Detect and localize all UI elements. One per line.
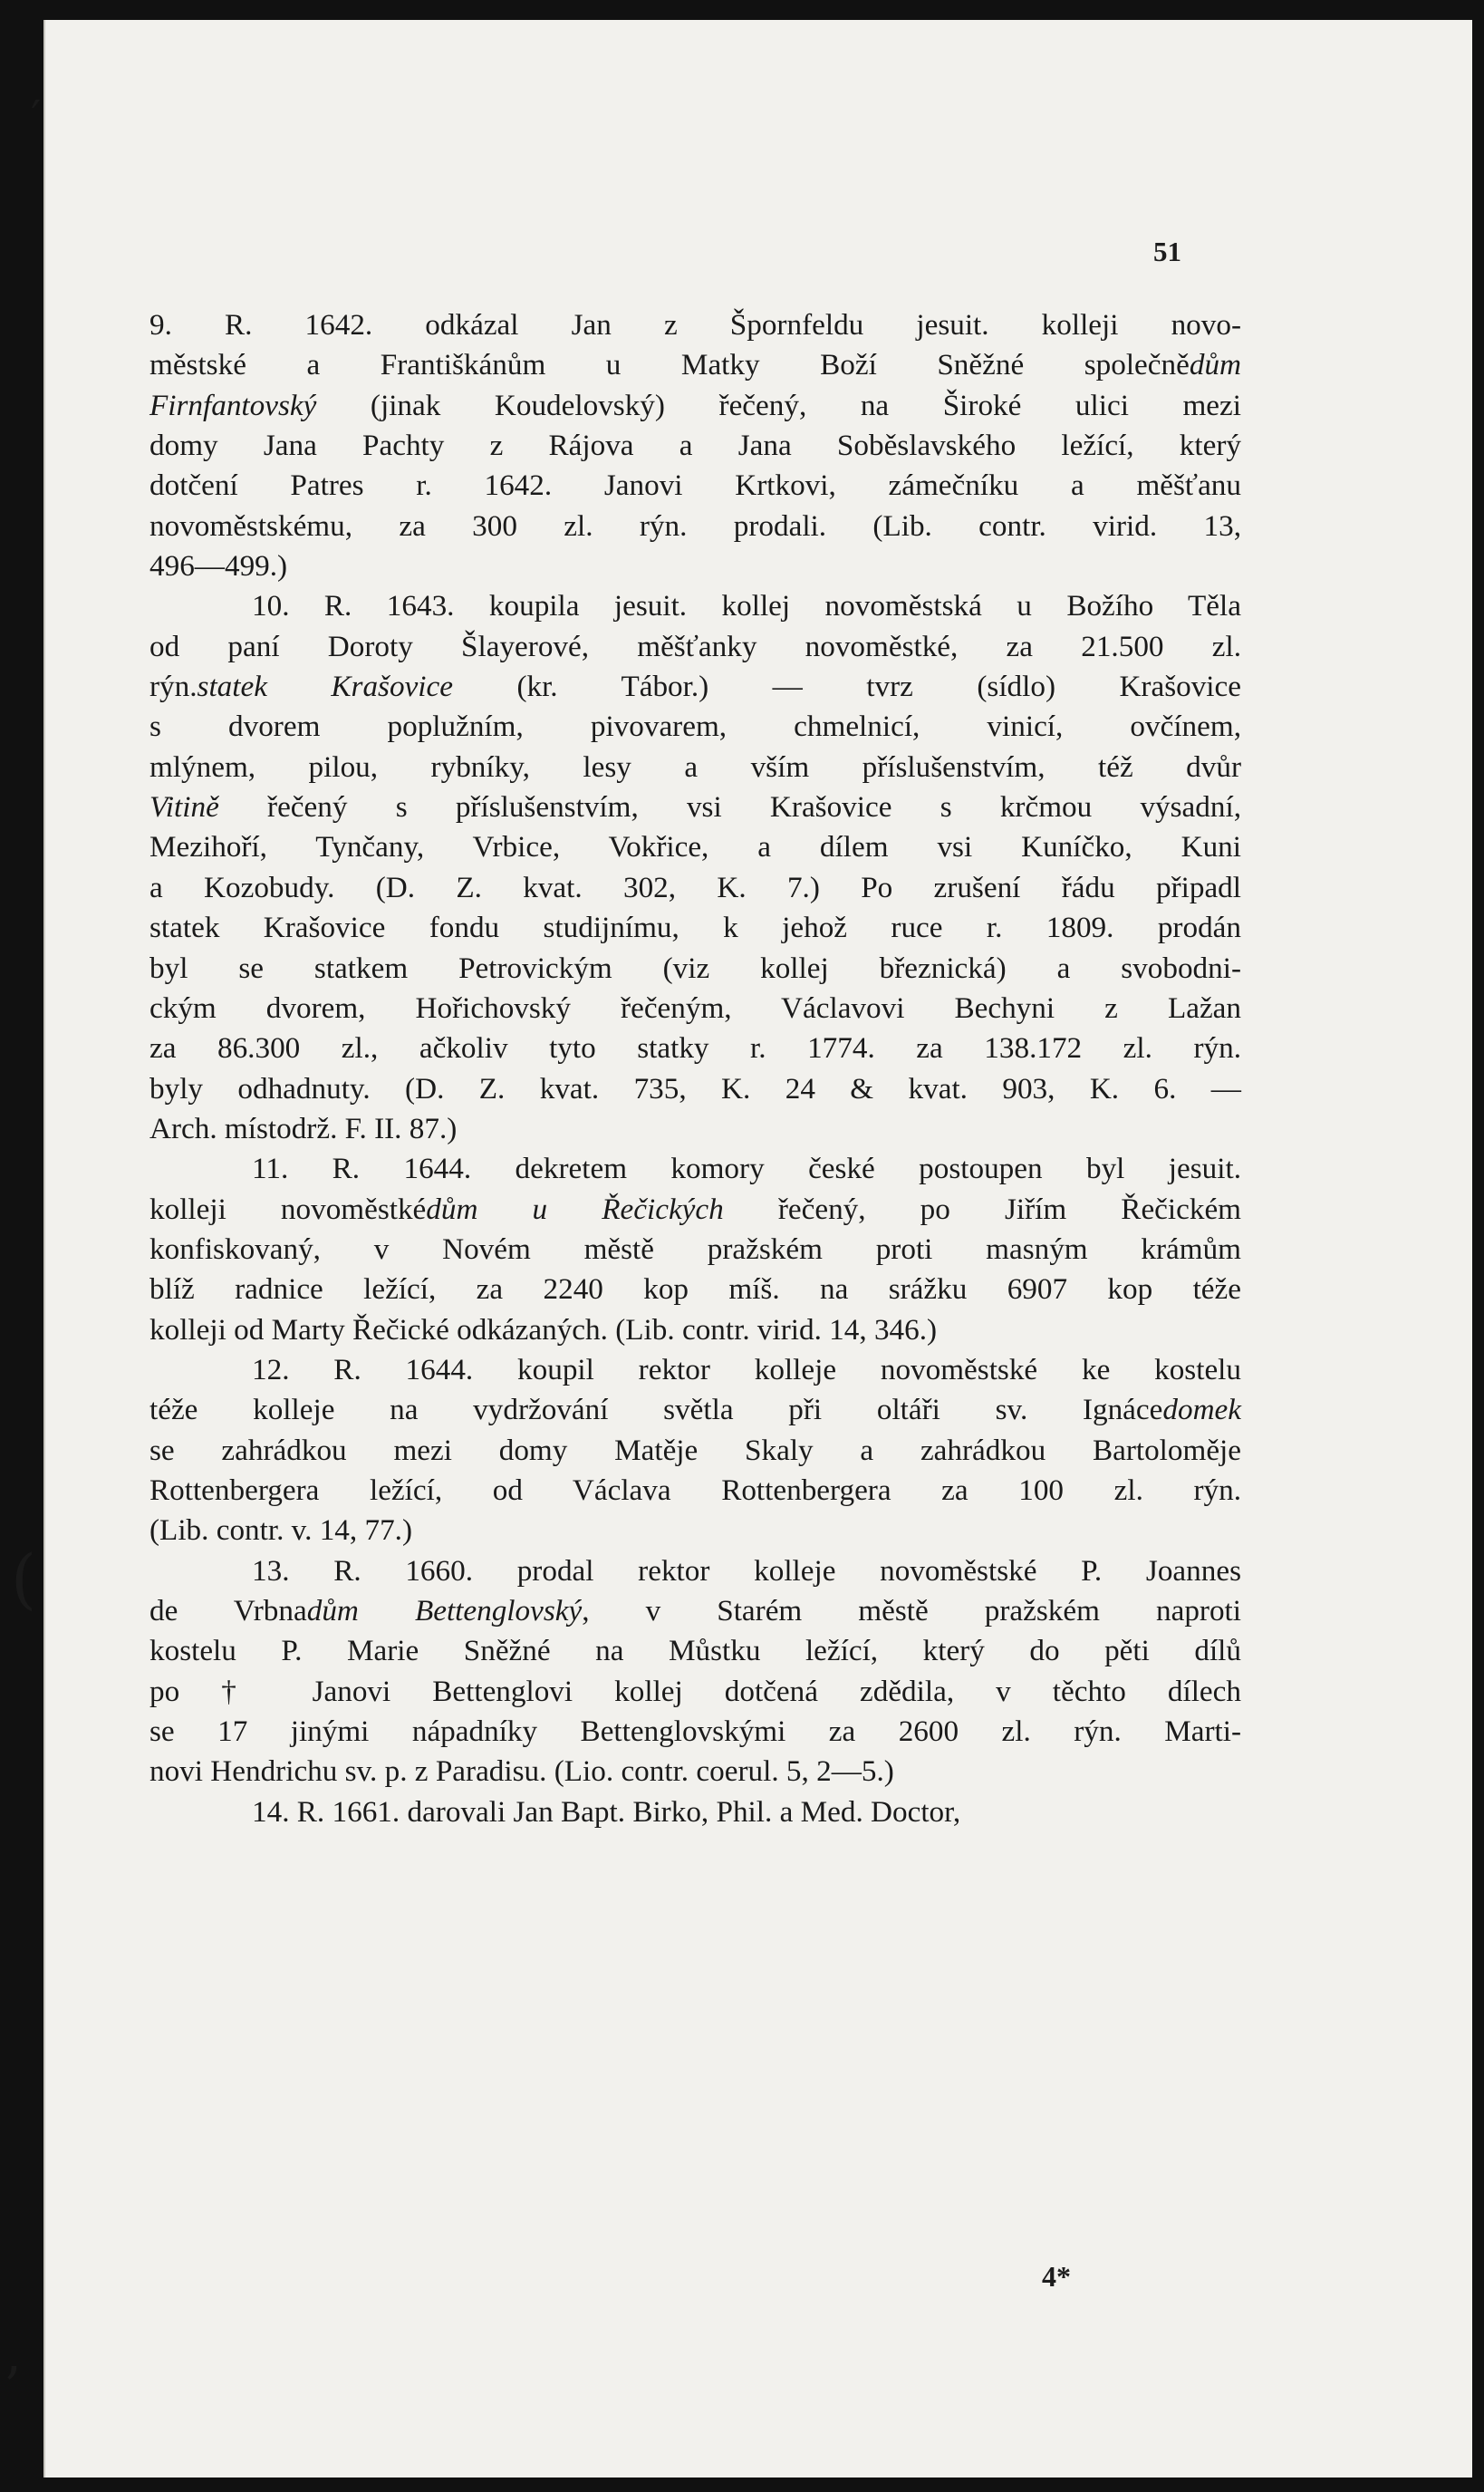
paragraph-entry-10 — [149, 586, 1241, 1149]
text-line: se 17 jinými nápadníky Bettenglovskými za 2600 zl. rýn. Marti- — [149, 1714, 1241, 1749]
text-line: de Vrbnadům Bettenglovský, v Starém městě pražském naproti — [149, 1594, 1241, 1628]
paragraph-entry-14 — [149, 1792, 1241, 1832]
text-line: Rottenbergera ležící, od Václava Rottenbergera za 100 zl. rýn. — [149, 1473, 1241, 1507]
text-line: blíž radnice ležící, za 2240 kop míš. na srážku 6907 kop téže — [149, 1272, 1241, 1307]
text-line: rýn.statek Krašovice (kr. Tábor.) — tvrz (sídlo) Krašovice — [149, 670, 1241, 704]
text-line: konfiskovaný, v Novém městě pražském proti masným krámům — [149, 1232, 1241, 1266]
text-line: s dvorem poplužním, pivovarem, chmelnicí, vinicí, ovčínem, — [149, 710, 1241, 744]
text-line: Mezihoří, Tynčany, Vrbice, Vokřice, a dílem vsi Kuníčko, Kuni — [149, 830, 1241, 864]
text-line: kostelu P. Marie Sněžné na Můstku ležící, který do pěti dílů — [149, 1634, 1241, 1668]
text-line: kolleji novoměstkédům u Řečických řečený, po Jiřím Řečickém — [149, 1192, 1241, 1226]
text-line: (Lib. contr. v. 14, 77.) — [149, 1513, 413, 1548]
text-line: domy Jana Pachty z Rájova a Jana Soběslavského ležící, který — [149, 429, 1241, 463]
paragraph-entry-13 — [149, 1551, 1241, 1792]
text-line: 12. R. 1644. koupil rektor kolleje novoměstské ke kostelu — [252, 1352, 1241, 1386]
text-line: a Kozobudy. (D. Z. kvat. 302, K. 7.) Po zrušení řádu připadl — [149, 870, 1241, 904]
signature-mark: 4* — [1042, 2260, 1071, 2293]
text-line: téže kolleje na vydržování světla při oltáři sv. Ignácedomek — [149, 1393, 1241, 1427]
text-line: Firnfantovský (jinak Koudelovský) řečený, na Široké ulici mezi — [149, 388, 1241, 422]
text-line: dotčení Patres r. 1642. Janovi Krtkovi, zámečníku a měšťanu — [149, 468, 1241, 503]
text-line: po † Janovi Bettenglovi kollej dotčená zdědila, v těchto dílech — [149, 1674, 1241, 1708]
text-line: ckým dvorem, Hořichovský řečeným, Václavovi Bechyni z Lažan — [149, 990, 1241, 1025]
paragraph-entry-11 — [149, 1149, 1241, 1350]
text-line: mlýnem, pilou, rybníky, lesy a vším příslušenstvím, též dvůr — [149, 749, 1241, 784]
text-line: novi Hendrichu sv. p. z Paradisu. (Lio. contr. coerul. 5, 2—5.) — [149, 1754, 894, 1789]
text-line: statek Krašovice fondu studijnímu, k jehož ruce r. 1809. prodán — [149, 911, 1241, 945]
text-line: byly odhadnuty. (D. Z. kvat. 735, K. 24 & kvat. 903, K. 6. — — [149, 1071, 1241, 1106]
page-number: 51 — [1153, 236, 1181, 267]
text-line: za 86.300 zl., ačkoliv tyto statky r. 1774. za 138.172 zl. rýn. — [149, 1031, 1241, 1066]
text-line: od paní Doroty Šlayerové, měšťanky novoměstké, za 21.500 zl. — [149, 629, 1241, 663]
text-line: se zahrádkou mezi domy Matěje Skaly a zahrádkou Bartoloměje — [149, 1433, 1241, 1467]
body-text — [149, 305, 1241, 1832]
text-line: městské a Františkánům u Matky Boží Sněžné společnědům — [149, 348, 1241, 382]
text-line: 10. R. 1643. koupila jesuit. kollej novoměstská u Božího Těla — [252, 589, 1241, 623]
text-line: 9. R. 1642. odkázal Jan z Špornfeldu jesuit. kolleji novo- — [149, 308, 1241, 342]
book-page — [43, 20, 1472, 2478]
margin-mark: ’ — [4, 2356, 22, 2420]
text-line: byl se statkem Petrovickým (viz kollej březnická) a svobodni- — [149, 951, 1241, 985]
text-line: novoměstskému, za 300 zl. rýn. prodali. (Lib. contr. virid. 13, — [149, 508, 1241, 543]
margin-mark: ′ — [31, 91, 42, 143]
text-line: Arch. místodrž. F. II. 87.) — [149, 1111, 458, 1145]
text-line: Vitině řečený s příslušenstvím, vsi Krašovice s krčmou výsadní, — [149, 790, 1241, 825]
text-line: 13. R. 1660. prodal rektor kolleje novoměstské P. Joannes — [252, 1553, 1241, 1588]
text-line: 14. R. 1661. darovali Jan Bapt. Birko, Phil. a Med. Doctor, — [252, 1794, 961, 1829]
text-line: 496—499.) — [149, 549, 288, 584]
paragraph-entry-12 — [149, 1350, 1241, 1551]
paragraph-entry-9 — [149, 305, 1241, 586]
text-line: 11. R. 1644. dekretem komory české postoupen byl jesuit. — [252, 1152, 1241, 1186]
text-line: kolleji od Marty Řečické odkázaných. (Lib. contr. virid. 14, 346.) — [149, 1312, 938, 1347]
margin-mark: ( — [11, 1541, 37, 1617]
